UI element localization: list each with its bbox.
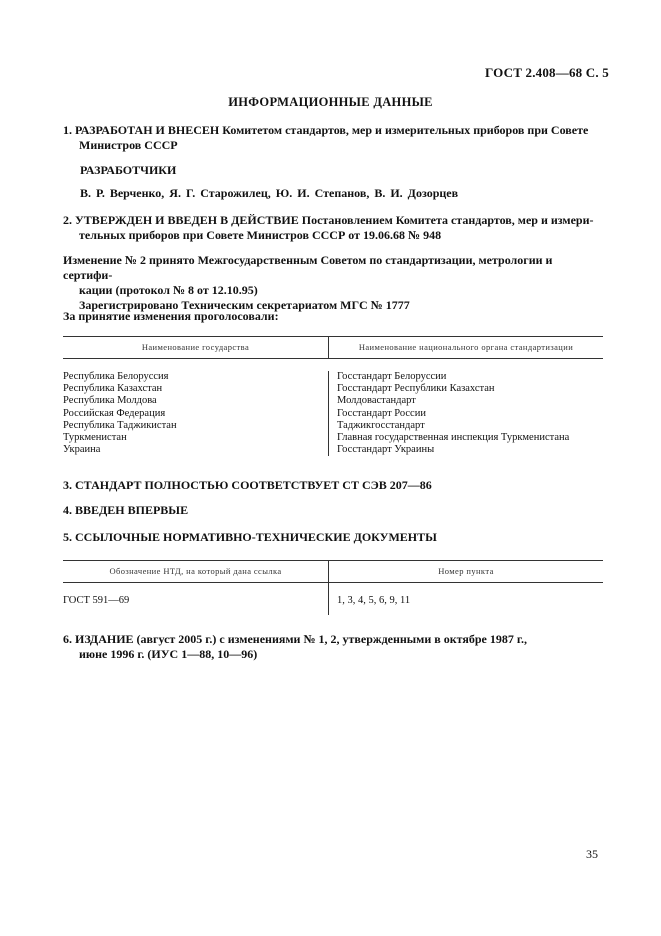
table-row: Республика Казахстан: [63, 383, 163, 395]
developers-heading: РАЗРАБОТЧИКИ: [80, 163, 177, 177]
amendment-line-2: кации (протокол № 8 от 12.10.95): [79, 283, 258, 297]
voting-table: [63, 336, 603, 461]
item-4: 4. ВВЕДЕН ВПЕРВЫЕ: [63, 503, 189, 517]
table-row: [63, 583, 603, 615]
table-row: Таджикгосстандарт: [337, 419, 425, 431]
amendment-line-1: Изменение № 2 принято Межгосударственным Советом по стандартизации, метрологии и сертифи-: [63, 253, 553, 282]
item-6-line-2: июне 1996 г. (ИУС 1—88, 10—96): [79, 647, 258, 661]
page-number: 35: [586, 847, 598, 861]
voting-table-body: [63, 359, 603, 461]
table-row: Госстандарт Республики Казахстан: [337, 383, 495, 395]
voting-table-header: [63, 337, 603, 359]
voted-heading: За принятие изменения проголосовали:: [63, 309, 279, 323]
voting-table-states: [63, 371, 329, 456]
reference-table-header: [63, 561, 603, 583]
reference-table: [63, 560, 603, 615]
voting-table-header-state: Наименование государства: [63, 337, 329, 358]
developers-names: В. Р. Верченко, Я. Г. Старожилец, Ю. И. Степанов, В. И. Дозорцев: [80, 186, 459, 200]
table-row: Республика Таджикистан: [63, 419, 177, 431]
item-5: 5. ССЫЛОЧНЫЕ НОРМАТИВНО-ТЕХНИЧЕСКИЕ ДОКУМЕНТЫ: [63, 530, 437, 544]
table-row: Госстандарт Белоруссии: [337, 371, 447, 382]
document-code: ГОСТ 2.408—68 С. 5: [484, 65, 609, 80]
table-row: Республика Белоруссия: [63, 371, 169, 382]
table-row: Туркменистан: [63, 431, 127, 443]
voting-table-header-body: Наименование национального органа стандартизации: [358, 342, 574, 352]
table-row: Госстандарт России: [337, 407, 426, 419]
reference-table-header-doc: Обозначение НТД, на который дана ссылка: [63, 561, 329, 582]
table-row: Главная государственная инспекция Туркменистана: [337, 431, 570, 443]
amendment: [63, 253, 603, 313]
item-3: 3. СТАНДАРТ ПОЛНОСТЬЮ СООТВЕТСТВУЕТ СТ СЭВ 207—86: [63, 478, 432, 492]
voting-table-bodies: [329, 371, 603, 456]
table-row: Госстандарт Украины: [337, 444, 435, 456]
reference-points: 1, 3, 4, 5, 6, 9, 11: [337, 595, 411, 606]
table-row: Российская Федерация: [63, 407, 166, 419]
item-1-line-1: 1. РАЗРАБОТАН И ВНЕСЕН Комитетом стандартов, мер и измерительных приборов при Совете: [63, 123, 589, 137]
item-2-line-2: тельных приборов при Совете Министров СССР от 19.06.68 № 948: [79, 228, 442, 242]
table-row: Украина: [63, 444, 101, 456]
amendment-line-3: Зарегистрировано Техническим секретариатом МГС № 1777: [79, 298, 410, 312]
item-6-line-1: 6. ИЗДАНИЕ (август 2005 г.) с изменениями № 1, 2, утвержденными в октябре 1987 г.,: [63, 632, 527, 646]
reference-table-header-points: Номер пункта: [438, 566, 494, 576]
page-title: ИНФОРМАЦИОННЫЕ ДАННЫЕ: [228, 95, 433, 109]
table-row: Республика Молдова: [63, 395, 157, 407]
reference-doc: ГОСТ 591—69: [63, 595, 130, 606]
item-1-line-2: Министров СССР: [79, 138, 178, 152]
item-6: [63, 632, 603, 662]
item-2: [63, 213, 603, 243]
table-row: Молдовастандарт: [337, 395, 416, 407]
item-1: [63, 123, 603, 153]
item-2-line-1: 2. УТВЕРЖДЕН И ВВЕДЕН В ДЕЙСТВИЕ Постановлением Комитета стандартов, мер и измери-: [63, 213, 594, 227]
